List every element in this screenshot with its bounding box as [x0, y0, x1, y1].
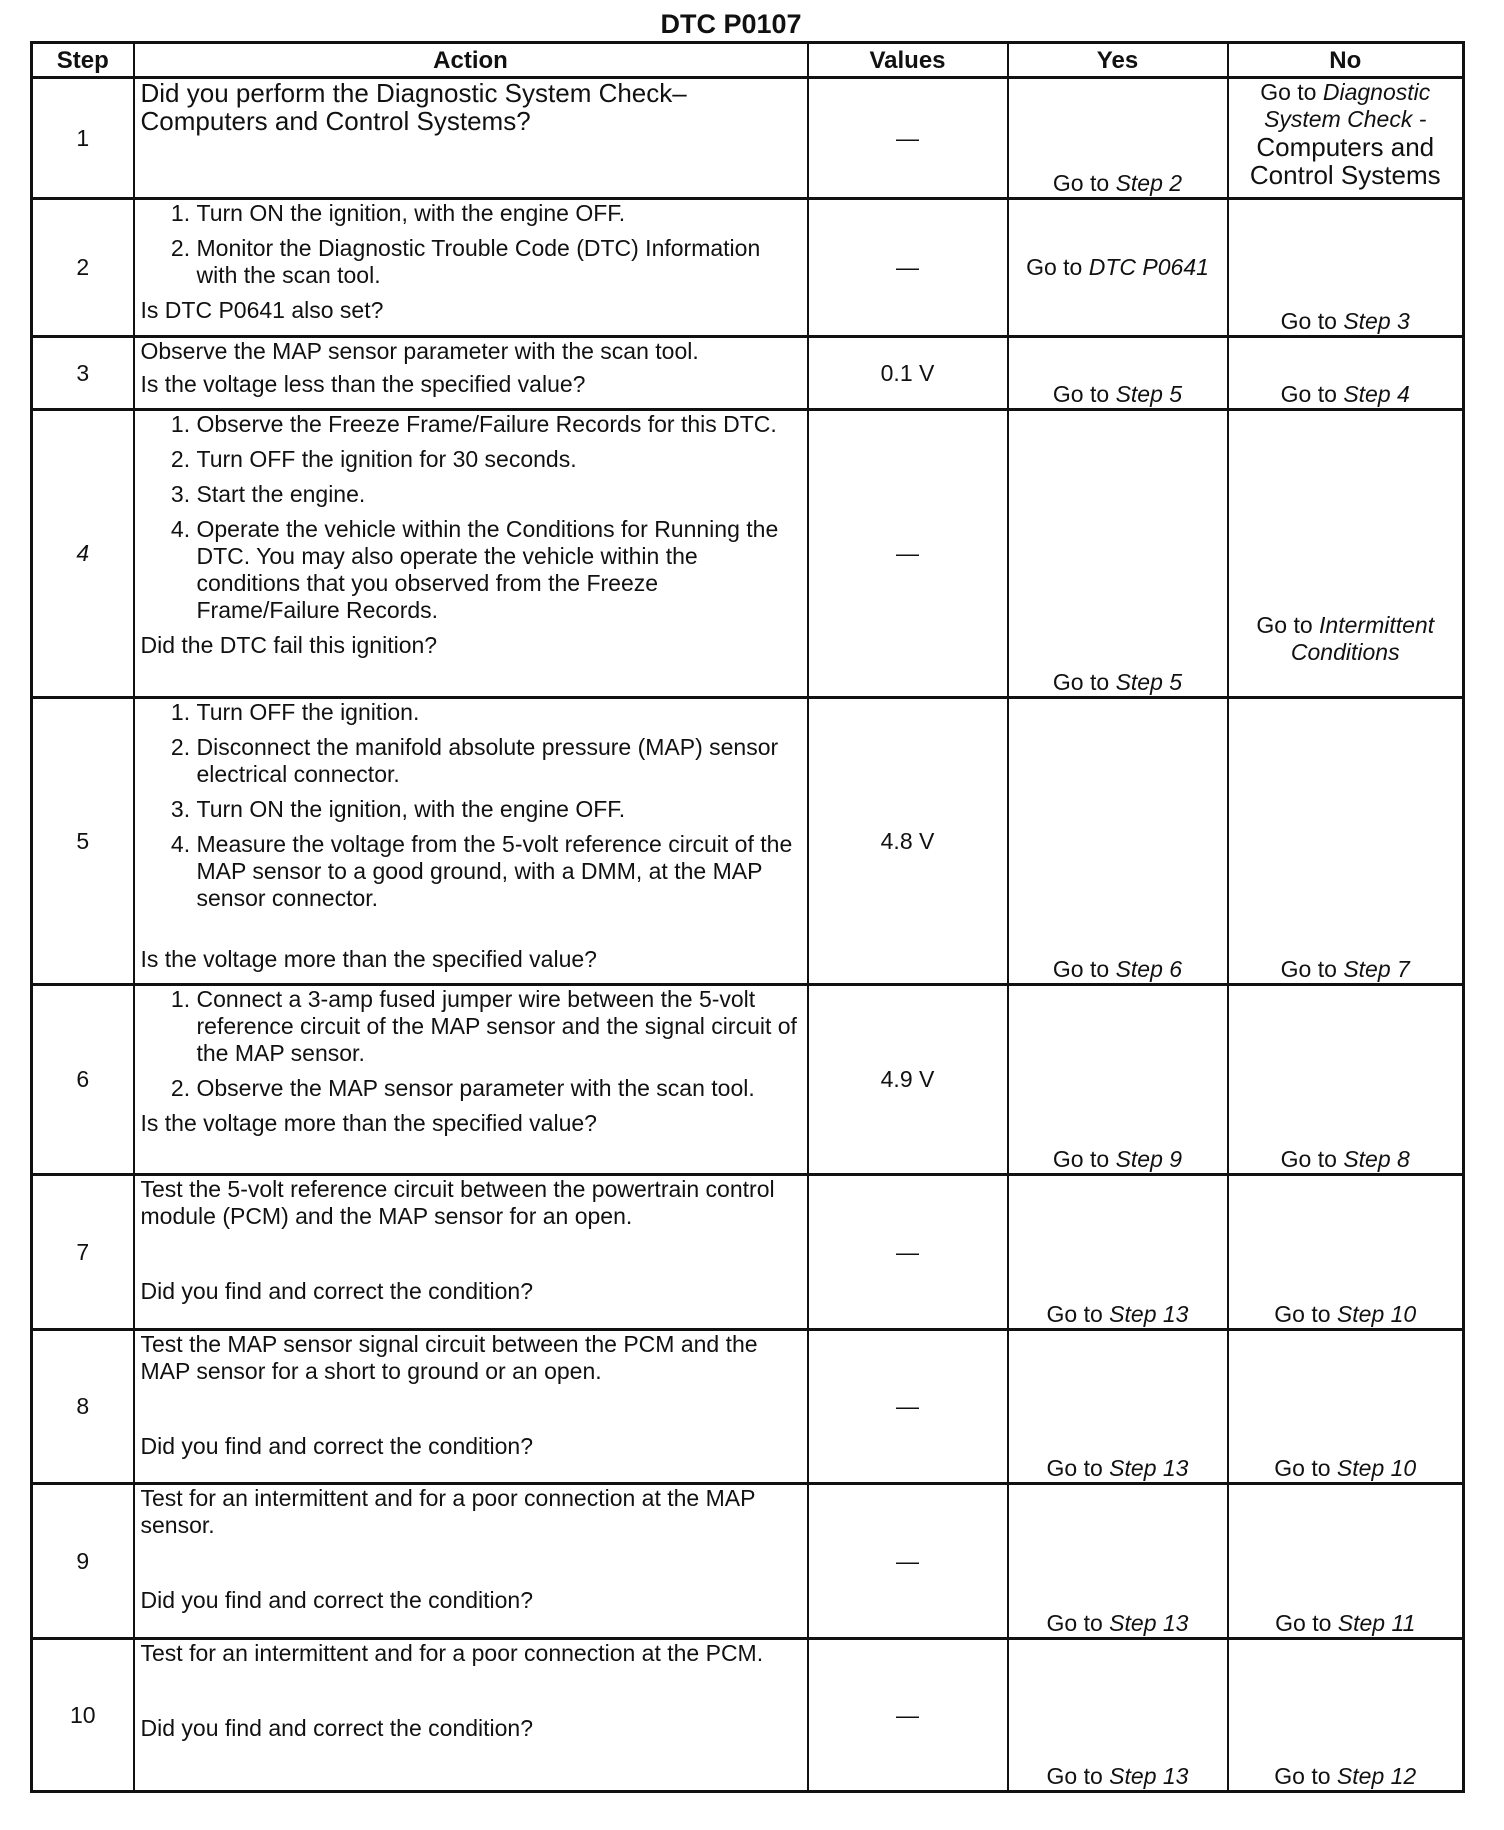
go-to-label: Go to [1280, 381, 1344, 407]
yes-cell [1008, 1175, 1228, 1330]
value-cell: — [808, 1175, 1008, 1330]
yes-action[interactable] [1053, 956, 1182, 982]
go-to-label: Go to [1256, 612, 1320, 638]
go-to-label: Go to [1026, 254, 1089, 280]
no-link[interactable]: Step 7 [1343, 956, 1410, 982]
go-to-label: Go to [1052, 669, 1116, 695]
yes-link[interactable]: Step 13 [1109, 1610, 1189, 1636]
header-no: No [1228, 43, 1464, 78]
action-step: 3. Turn ON the ignition, with the engine OFF. [197, 796, 801, 823]
action-step: 4. Operate the vehicle within the Conditions for Running the DTC. You may also operate the vehicle within the conditions that you observed from the Freeze Frame/Failure Records. [197, 516, 801, 624]
go-to-label: Go to [1052, 1146, 1116, 1172]
go-to-label: Go to [1046, 1763, 1110, 1789]
value-cell: — [808, 1639, 1008, 1792]
yes-action[interactable] [1053, 1146, 1182, 1172]
go-to-label: Go to [1280, 956, 1344, 982]
action-text: Test for an intermittent and for a poor connection at the MAP sensor. [140, 1485, 756, 1538]
table-row [32, 199, 1464, 337]
go-to-label: Go to [1260, 79, 1323, 105]
no-link[interactable]: Step 8 [1343, 1146, 1410, 1172]
yes-cell [1008, 1639, 1228, 1792]
no-cell [1228, 1175, 1464, 1330]
action-step: 1. Turn ON the ignition, with the engine OFF. [197, 200, 801, 227]
no-link[interactable]: Intermittent Conditions [1290, 612, 1435, 665]
no-action[interactable] [1274, 1301, 1416, 1327]
no-cell [1228, 1639, 1464, 1792]
action-cell [134, 1484, 808, 1639]
table-row [32, 1330, 1464, 1484]
action-step: 2. Monitor the Diagnostic Trouble Code (DTC) Information with the scan tool. [197, 235, 801, 289]
value-cell: — [808, 199, 1008, 337]
no-link[interactable]: Step 10 [1336, 1301, 1417, 1327]
action-step: 4. Measure the voltage from the 5-volt reference circuit of the MAP sensor to a good ground, with a DMM, at the MAP sensor connector. [197, 831, 801, 912]
go-to-label: Go to [1046, 1301, 1110, 1327]
yes-action[interactable] [1053, 669, 1182, 695]
no-link-suffix[interactable]: Computers and Control Systems [1249, 132, 1441, 190]
go-to-label: Go to [1275, 1610, 1338, 1636]
no-action[interactable] [1281, 956, 1410, 982]
yes-link[interactable]: Step 5 [1115, 381, 1183, 407]
yes-cell [1008, 1484, 1228, 1639]
no-cell [1228, 337, 1464, 410]
action-question: Did you find and correct the condition? [140, 1433, 534, 1459]
go-to-label: Go to [1052, 381, 1116, 407]
page-title: DTC P0107 [660, 9, 802, 39]
value-cell: 4.8 V [808, 698, 1008, 985]
dtc-page [30, 8, 1462, 1793]
yes-link[interactable]: Step 6 [1115, 956, 1183, 982]
no-cell [1228, 1330, 1464, 1484]
header-action: Action [134, 43, 808, 78]
header-row [32, 43, 1464, 78]
no-action[interactable] [1274, 1763, 1416, 1789]
no-link[interactable]: Step 12 [1336, 1763, 1417, 1789]
yes-action[interactable] [1053, 170, 1182, 196]
yes-link[interactable]: Step 2 [1115, 170, 1183, 196]
step-number: 2 [32, 199, 134, 337]
go-to-label: Go to [1274, 1455, 1337, 1481]
yes-action[interactable] [1047, 1763, 1189, 1789]
header-yes: Yes [1008, 43, 1228, 78]
action-step: 3. Start the engine. [197, 481, 801, 508]
no-cell [1228, 199, 1464, 337]
action-steps [141, 699, 801, 912]
action-step: 1. Observe the Freeze Frame/Failure Records for this DTC. [197, 411, 801, 438]
action-cell [134, 698, 808, 985]
action-step: 1. Connect a 3-amp fused jumper wire between the 5-volt reference circuit of the MAP sensor and the signal circuit of the MAP sensor. [197, 986, 801, 1067]
yes-link[interactable]: DTC P0641 [1088, 254, 1209, 280]
step-number: 4 [32, 410, 134, 698]
yes-cell [1008, 698, 1228, 985]
action-steps [141, 411, 801, 624]
action-question: Is the voltage less than the specified value? [140, 371, 586, 397]
action-steps [141, 986, 801, 1102]
action-cell [134, 410, 808, 698]
no-link[interactable]: Step 4 [1343, 381, 1410, 407]
no-action[interactable] [1281, 308, 1410, 334]
yes-link[interactable]: Step 9 [1115, 1146, 1183, 1172]
header-step: Step [32, 43, 134, 78]
table-row [32, 337, 1464, 410]
action-step: 2. Observe the MAP sensor parameter with the scan tool. [197, 1075, 801, 1102]
action-text: Observe the MAP sensor parameter with the scan tool. [140, 338, 699, 364]
yes-cell [1008, 985, 1228, 1175]
action-cell [134, 985, 808, 1175]
value-cell: — [808, 78, 1008, 199]
value-cell: — [808, 410, 1008, 698]
action-cell [134, 1175, 808, 1330]
go-to-label: Go to [1280, 1146, 1344, 1172]
go-to-label: Go to [1280, 308, 1344, 334]
step-number: 5 [32, 698, 134, 985]
no-cell [1228, 985, 1464, 1175]
step-number: 1 [32, 78, 134, 199]
no-action[interactable] [1275, 1610, 1415, 1636]
action-cell [134, 78, 808, 199]
table-row [32, 985, 1464, 1175]
go-to-label: Go to [1274, 1301, 1337, 1327]
action-question: Is DTC P0641 also set? [140, 297, 384, 323]
action-question: Did you find and correct the condition? [140, 1587, 534, 1613]
yes-link[interactable]: Step 13 [1109, 1455, 1189, 1481]
go-to-label: Go to [1052, 170, 1116, 196]
action-text: Test the MAP sensor signal circuit between the PCM and the MAP sensor for a short to ground or an open. [140, 1331, 758, 1384]
no-cell [1228, 698, 1464, 985]
action-cell [134, 1639, 808, 1792]
diagnostic-table [30, 41, 1465, 1793]
yes-link[interactable]: Step 5 [1115, 669, 1183, 695]
go-to-label: Go to [1046, 1610, 1110, 1636]
action-cell [134, 1330, 808, 1484]
action-cell [134, 199, 808, 337]
action-question: Did you find and correct the condition? [140, 1278, 534, 1304]
action-question: Is the voltage more than the specified value? [140, 1110, 597, 1136]
no-link[interactable]: Diagnostic System Check - [1264, 79, 1431, 132]
step-number: 9 [32, 1484, 134, 1639]
no-cell [1228, 1484, 1464, 1639]
yes-cell [1008, 78, 1228, 199]
action-text: Did you perform the Diagnostic System Check– Computers and Control Systems? [140, 78, 687, 136]
yes-action[interactable] [1047, 1301, 1189, 1327]
table-row [32, 1639, 1464, 1792]
table-row [32, 1175, 1464, 1330]
table-row [32, 410, 1464, 698]
go-to-label: Go to [1274, 1763, 1337, 1789]
step-number: 7 [32, 1175, 134, 1330]
value-cell: 4.9 V [808, 985, 1008, 1175]
no-action[interactable] [1235, 612, 1457, 666]
table-row [32, 1484, 1464, 1639]
header-values: Values [808, 43, 1008, 78]
yes-cell [1008, 410, 1228, 698]
yes-action[interactable] [1047, 1610, 1189, 1636]
no-link[interactable]: Step 3 [1343, 308, 1410, 334]
yes-link[interactable]: Step 13 [1109, 1301, 1189, 1327]
action-text: Test for an intermittent and for a poor connection at the PCM. [140, 1640, 764, 1666]
action-question: Is the voltage more than the specified value? [140, 946, 597, 972]
no-action[interactable] [1281, 1146, 1410, 1172]
yes-link[interactable]: Step 13 [1109, 1763, 1189, 1789]
yes-cell [1008, 1330, 1228, 1484]
action-step: 2. Disconnect the manifold absolute pressure (MAP) sensor electrical connector. [197, 734, 801, 788]
no-action[interactable] [1281, 381, 1410, 407]
action-question: Did the DTC fail this ignition? [140, 632, 438, 658]
no-link[interactable]: Step 10 [1336, 1455, 1417, 1481]
action-steps [141, 200, 801, 289]
yes-cell [1008, 199, 1228, 337]
action-text: Test the 5-volt reference circuit between the powertrain control module (PCM) and the MAP sensor for an open. [140, 1176, 775, 1229]
no-cell [1228, 78, 1464, 199]
table-row [32, 698, 1464, 985]
action-step: 1. Turn OFF the ignition. [197, 699, 801, 726]
step-number: 10 [32, 1639, 134, 1792]
yes-cell [1008, 337, 1228, 410]
yes-action[interactable] [1053, 381, 1182, 407]
value-cell: 0.1 V [808, 337, 1008, 410]
action-step: 2. Turn OFF the ignition for 30 seconds. [197, 446, 801, 473]
yes-action[interactable] [1026, 254, 1209, 280]
yes-action[interactable] [1047, 1455, 1189, 1481]
go-to-label: Go to [1046, 1455, 1110, 1481]
no-link[interactable]: Step 11 [1337, 1610, 1416, 1636]
no-cell [1228, 410, 1464, 698]
action-cell [134, 337, 808, 410]
action-question: Did you find and correct the condition? [140, 1715, 534, 1741]
table-row [32, 78, 1464, 199]
value-cell: — [808, 1484, 1008, 1639]
value-cell: — [808, 1330, 1008, 1484]
step-number: 6 [32, 985, 134, 1175]
step-number: 3 [32, 337, 134, 410]
no-action[interactable] [1274, 1455, 1416, 1481]
step-number: 8 [32, 1330, 134, 1484]
go-to-label: Go to [1052, 956, 1116, 982]
no-action[interactable] [1235, 79, 1457, 133]
